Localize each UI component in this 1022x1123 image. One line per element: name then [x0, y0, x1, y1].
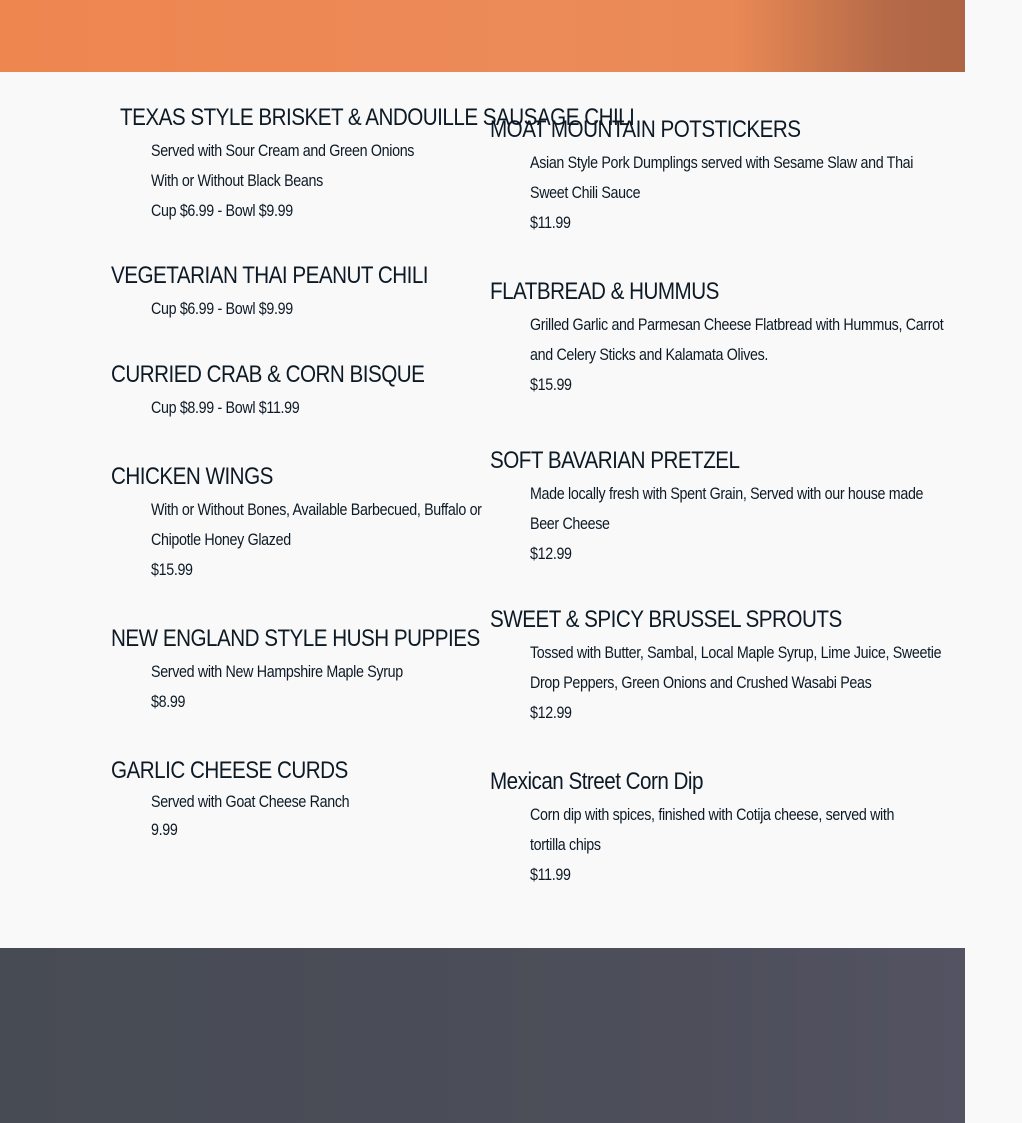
- menu-item: [111, 461, 545, 585]
- menu-item-title: NEW ENGLAND STYLE HUSH PUPPIES: [111, 625, 480, 652]
- menu-item-price: $11.99: [530, 865, 571, 884]
- menu-item-description: Corn dip with spices, finished with Cotija cheese, served with: [530, 805, 895, 824]
- menu-item-price: Cup $8.99 - Bowl $11.99: [151, 398, 300, 417]
- menu-item-description: Tossed with Butter, Sambal, Local Maple Syrup, Lime Juice, Sweetie: [530, 643, 942, 662]
- menu-item-description: With or Without Black Beans: [151, 171, 323, 190]
- menu-item: [111, 359, 475, 423]
- menu-item-description: With or Without Bones, Available Barbecued, Buffalo or: [151, 500, 482, 519]
- menu-section: [0, 72, 965, 948]
- menu-item: [111, 260, 480, 324]
- footer-band: [0, 948, 965, 1123]
- top-banner: [0, 0, 965, 72]
- menu-item-description: Chipotle Honey Glazed: [151, 530, 291, 549]
- menu-item-title: VEGETARIAN THAI PEANUT CHILI: [111, 262, 429, 289]
- menu-item-description: Served with Goat Cheese Ranch: [151, 792, 350, 811]
- menu-item-title: TEXAS STYLE BRISKET & ANDOUILLE SAUSAGE CHILI: [120, 104, 635, 131]
- menu-item-price: Cup $6.99 - Bowl $9.99: [151, 299, 293, 318]
- menu-item-title: MOAT MOUNTAIN POTSTICKERS: [490, 116, 801, 143]
- menu-column-right: [490, 72, 965, 948]
- menu-item-title: CHICKEN WINGS: [111, 463, 273, 490]
- menu-item: [490, 276, 1022, 400]
- menu-item-description: and Celery Sticks and Kalamata Olives.: [530, 345, 769, 364]
- menu-item: [490, 604, 1020, 728]
- menu-item-description: Served with Sour Cream and Green Onions: [151, 141, 415, 160]
- menu-item: [490, 445, 998, 569]
- menu-item-title: FLATBREAD & HUMMUS: [490, 278, 719, 305]
- menu-item-description: Grilled Garlic and Parmesan Cheese Flatbread with Hummus, Carrot: [530, 315, 944, 334]
- menu-item-title: CURRIED CRAB & CORN BISQUE: [111, 361, 425, 388]
- menu-item-title: SOFT BAVARIAN PRETZEL: [490, 447, 740, 474]
- menu-item-description: Drop Peppers, Green Onions and Crushed Wasabi Peas: [530, 673, 872, 692]
- menu-item-description: Sweet Chili Sauce: [530, 183, 641, 202]
- menu-item-title: SWEET & SPICY BRUSSEL SPROUTS: [490, 606, 842, 633]
- menu-item-description: Made locally fresh with Spent Grain, Served with our house made: [530, 484, 924, 503]
- menu-item-price: $12.99: [530, 544, 572, 563]
- menu-item-price: $8.99: [151, 692, 186, 711]
- menu-item-title: Mexican Street Corn Dip: [490, 768, 703, 795]
- menu-item-description: tortilla chips: [530, 835, 601, 854]
- menu-item-description: Beer Cheese: [530, 514, 610, 533]
- menu-item: [490, 766, 963, 890]
- menu-item-price: $15.99: [151, 560, 193, 579]
- menu-item-description: Asian Style Pork Dumplings served with Sesame Slaw and Thai: [530, 153, 914, 172]
- menu-item: [490, 114, 986, 238]
- menu-item-price: $11.99: [530, 213, 571, 232]
- menu-item-price: Cup $6.99 - Bowl $9.99: [151, 201, 293, 220]
- menu-item: [111, 755, 387, 844]
- menu-item: [111, 623, 540, 717]
- menu-item-price: $12.99: [530, 703, 572, 722]
- menu-item-description: Served with New Hampshire Maple Syrup: [151, 662, 403, 681]
- menu-item-price: $15.99: [530, 375, 572, 394]
- menu-item-price: 9.99: [151, 820, 178, 839]
- menu-item-title: GARLIC CHEESE CURDS: [111, 757, 348, 784]
